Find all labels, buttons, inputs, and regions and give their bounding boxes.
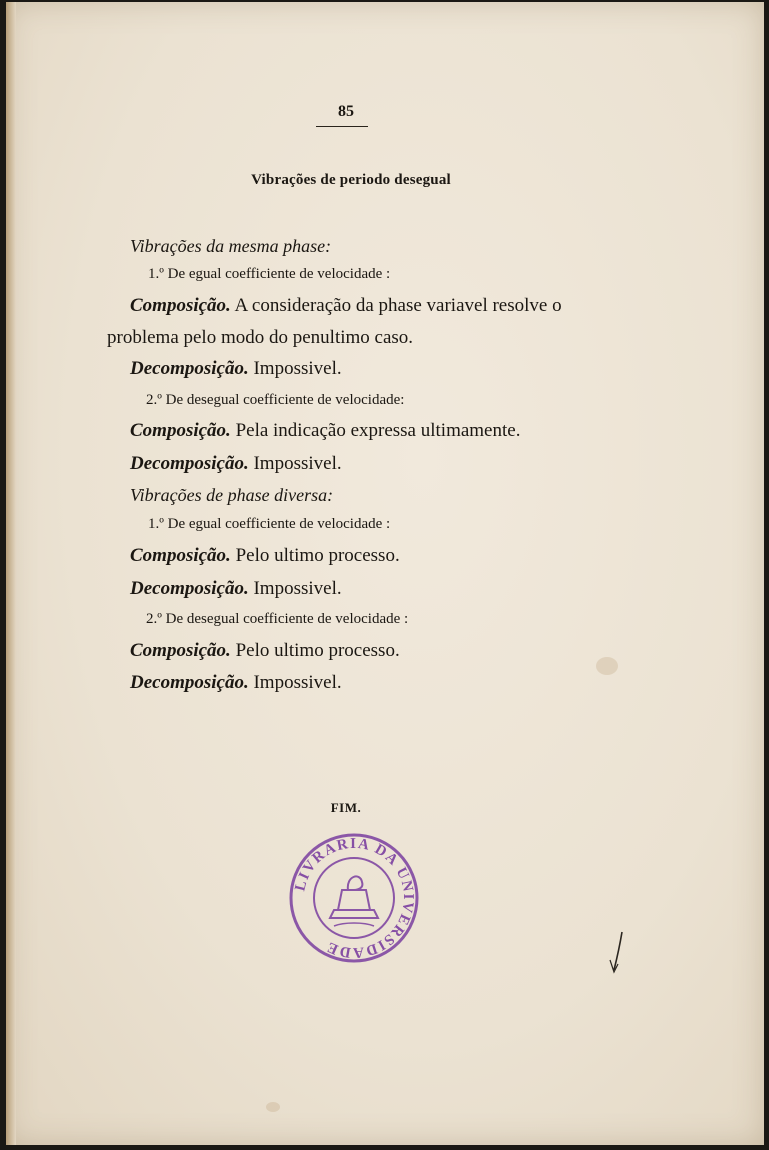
paragraph-line: Composição. Pelo ultimo processo. — [130, 545, 400, 566]
heading-same-phase: Vibrações da mesma phase: — [130, 236, 332, 256]
item-1-same-phase: 1.º De egual coefficiente de velocidade : — [148, 266, 391, 282]
stamp-text: LIVRARIA DA UNIVERSIDADE — [292, 835, 417, 961]
item-2-diverse-phase: 2.º De desegual coefficiente de velocidade : — [146, 611, 409, 627]
paragraph-line: Composição. A consideração da phase variavel resolve o — [130, 295, 562, 316]
item-1-diverse-phase: 1.º De egual coefficiente de velocidade : — [148, 516, 391, 532]
paper-stain — [266, 1102, 280, 1112]
item-2-same-phase: 2.º De desegual coefficiente de velocidade: — [146, 392, 405, 408]
paragraph-line: Decomposição. Impossivel. — [130, 672, 342, 693]
pencil-mark — [604, 930, 630, 976]
book-page — [6, 2, 764, 1145]
paper-stain — [596, 657, 618, 675]
paragraph-line: Decomposição. Impossivel. — [130, 578, 342, 599]
paragraph-line: problema pelo modo do penultimo caso. — [107, 327, 414, 348]
paragraph-line: Decomposição. Impossivel. — [130, 453, 342, 474]
paragraph-line: Composição. Pela indicação expressa ultimamente. — [130, 420, 521, 441]
page-number-rule — [316, 126, 368, 127]
paragraph-line: Decomposição. Impossivel. — [130, 358, 342, 379]
library-stamp — [288, 832, 420, 964]
section-title: Vibrações de periodo desegual — [251, 172, 451, 188]
page-number: 85 — [338, 103, 354, 120]
paragraph-line: Composição. Pelo ultimo processo. — [130, 640, 400, 661]
heading-diverse-phase: Vibrações de phase diversa: — [130, 485, 334, 505]
end-marker: FIM. — [330, 800, 362, 815]
